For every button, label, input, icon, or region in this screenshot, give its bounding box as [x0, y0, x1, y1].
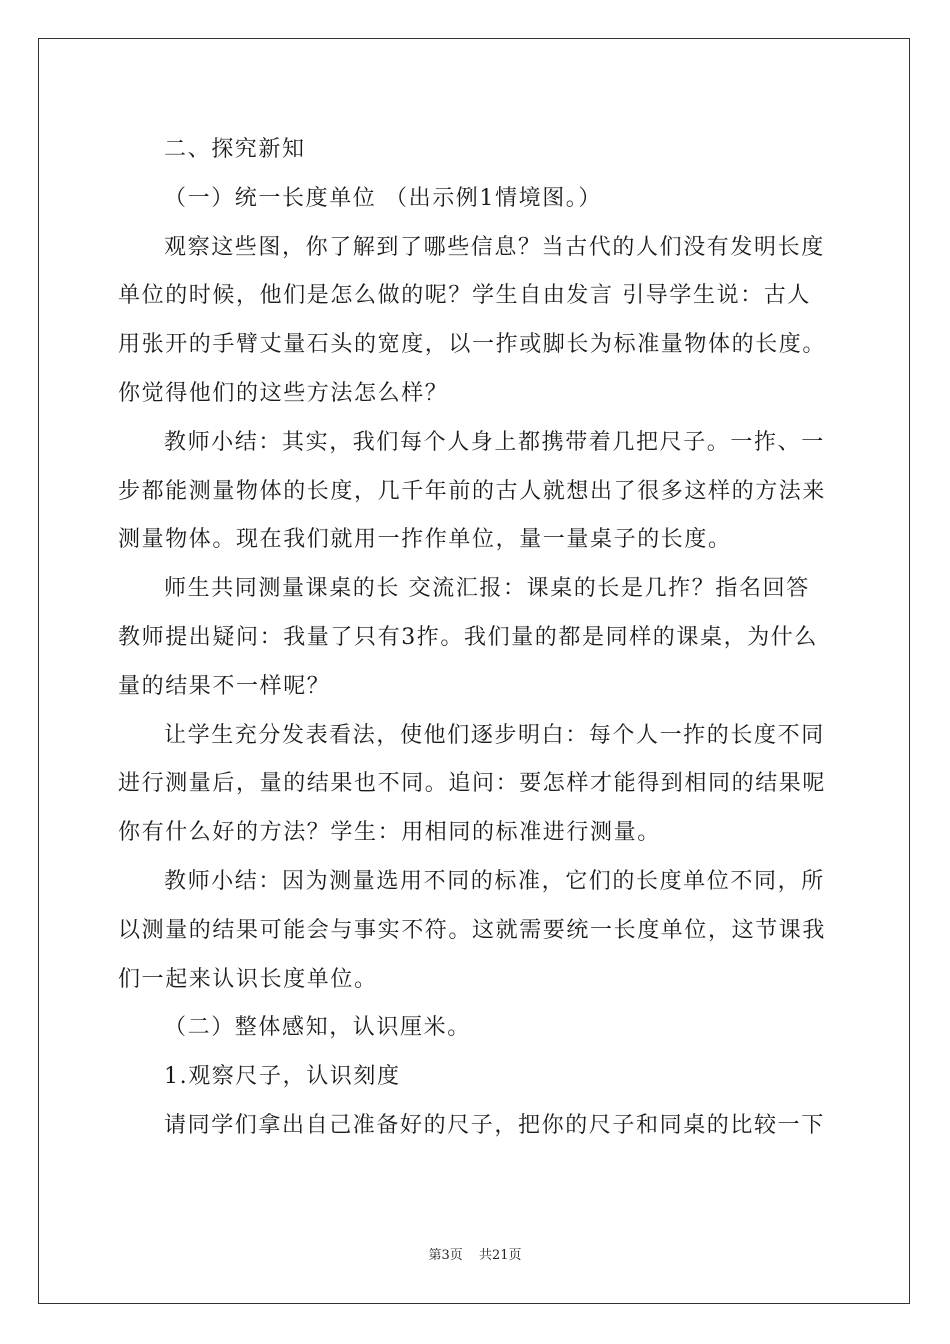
numbered-heading: 1.观察尺子，认识刻度	[164, 1064, 401, 1090]
paragraph-line: 教师小结：其实，我们每个人身上都携带着几把尺子。一拃、一	[164, 429, 825, 455]
paragraph-line: 步都能测量物体的长度，几千年前的古人就想出了很多这样的方法来	[118, 478, 827, 504]
paragraph-line: 你有什么好的方法？学生：用相同的标准进行测量。	[118, 820, 661, 846]
paragraph-line: 师生共同测量课桌的长 交流汇报：课桌的长是几拃？指名回答	[164, 576, 810, 602]
paragraph-line: 观察这些图，你了解到了哪些信息？当古代的人们没有发明长度	[164, 234, 825, 260]
paragraph-line: 量的结果不一样呢？	[118, 673, 331, 699]
paragraph-line: 教师小结：因为测量选用不同的标准，它们的长度单位不同，所	[164, 868, 825, 894]
paragraph-line: 让学生充分发表看法，使他们逐步明白：每个人一拃的长度不同	[164, 722, 825, 748]
page-footer	[0, 1244, 950, 1263]
paragraph-line: 以测量的结果可能会与事实不符。这就需要统一长度单位，这节课我	[118, 917, 827, 943]
paragraph-line: 用张开的手臂丈量石头的宽度，以一拃或脚长为标准量物体的长度。	[118, 332, 827, 358]
paragraph-line: 们一起来认识长度单位。	[118, 966, 378, 992]
paragraph-line: 进行测量后，量的结果也不同。追问：要怎样才能得到相同的结果呢	[118, 771, 827, 797]
subsection-heading: （二）整体感知，认识厘米。	[164, 1015, 471, 1041]
subsection-heading: （一）统一长度单位 （出示例1情境图。）	[164, 185, 602, 211]
page-number: 第3页	[428, 1248, 463, 1263]
paragraph-line: 请同学们拿出自己准备好的尺子，把你的尺子和同桌的比较一下	[164, 1112, 825, 1138]
paragraph-line: 你觉得他们的这些方法怎么样？	[118, 380, 449, 406]
page-total: 共21页	[478, 1248, 522, 1263]
paragraph-line: 教师提出疑问：我量了只有3拃。我们量的都是同样的课桌，为什么	[118, 624, 818, 650]
paragraph-line: 测量物体。现在我们就用一拃作单位，量一量桌子的长度。	[118, 527, 732, 553]
document-body	[118, 126, 838, 1151]
section-heading: 二、探究新知	[164, 137, 306, 162]
paragraph-line: 单位的时候，他们是怎么做的呢？学生自由发言 引导学生说：古人	[118, 283, 811, 309]
